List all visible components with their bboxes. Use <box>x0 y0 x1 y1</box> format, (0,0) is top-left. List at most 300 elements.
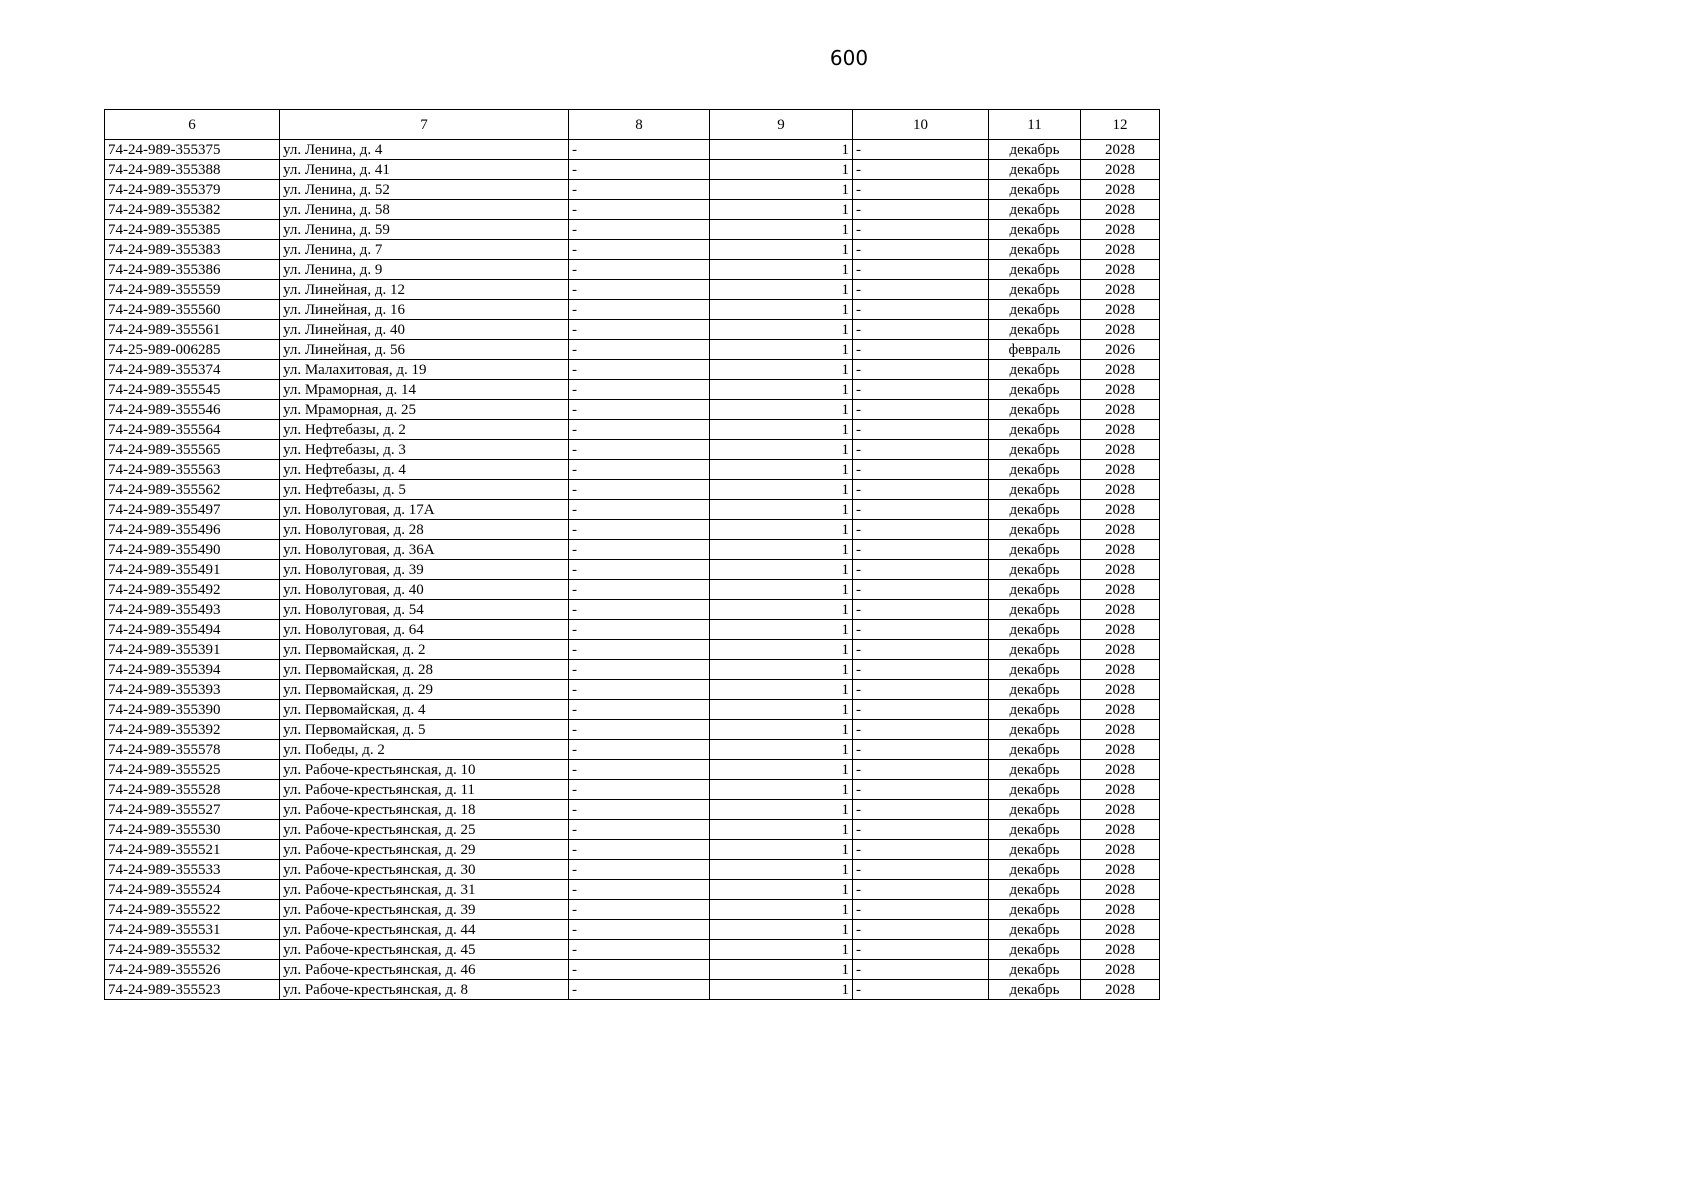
cadastral-number-cell: 74-24-989-355526 <box>105 960 280 980</box>
cadastral-number-cell: 74-24-989-355546 <box>105 400 280 420</box>
month-cell: декабрь <box>989 780 1081 800</box>
month-cell: декабрь <box>989 920 1081 940</box>
address-cell: ул. Первомайская, д. 2 <box>280 640 569 660</box>
table-row <box>105 440 1160 460</box>
month-cell: декабрь <box>989 180 1081 200</box>
quantity-cell: 1 <box>710 720 853 740</box>
cadastral-number-cell: 74-24-989-355390 <box>105 700 280 720</box>
cadastral-number-cell: 74-24-989-355565 <box>105 440 280 460</box>
month-cell: декабрь <box>989 140 1081 160</box>
quantity-cell: 1 <box>710 280 853 300</box>
quantity-cell: 1 <box>710 480 853 500</box>
column-10-cell: - <box>853 680 989 700</box>
year-cell: 2028 <box>1081 500 1160 520</box>
quantity-cell: 1 <box>710 140 853 160</box>
quantity-cell: 1 <box>710 380 853 400</box>
column-8-cell: - <box>569 700 710 720</box>
year-cell: 2028 <box>1081 980 1160 1000</box>
year-cell: 2028 <box>1081 660 1160 680</box>
column-header: 11 <box>989 110 1081 140</box>
table-row <box>105 260 1160 280</box>
address-cell: ул. Рабоче-крестьянская, д. 10 <box>280 760 569 780</box>
column-10-cell: - <box>853 380 989 400</box>
column-8-cell: - <box>569 340 710 360</box>
column-8-cell: - <box>569 480 710 500</box>
column-8-cell: - <box>569 820 710 840</box>
quantity-cell: 1 <box>710 660 853 680</box>
cadastral-number-cell: 74-24-989-355394 <box>105 660 280 680</box>
year-cell: 2028 <box>1081 260 1160 280</box>
address-cell: ул. Новолуговая, д. 36А <box>280 540 569 560</box>
year-cell: 2028 <box>1081 440 1160 460</box>
table-row <box>105 320 1160 340</box>
month-cell: декабрь <box>989 640 1081 660</box>
column-header: 9 <box>710 110 853 140</box>
column-8-cell: - <box>569 860 710 880</box>
month-cell: декабрь <box>989 520 1081 540</box>
cadastral-number-cell: 74-25-989-006285 <box>105 340 280 360</box>
month-cell: декабрь <box>989 500 1081 520</box>
column-10-cell: - <box>853 240 989 260</box>
year-cell: 2028 <box>1081 720 1160 740</box>
column-header: 8 <box>569 110 710 140</box>
table-row <box>105 420 1160 440</box>
year-cell: 2028 <box>1081 920 1160 940</box>
column-10-cell: - <box>853 520 989 540</box>
month-cell: декабрь <box>989 460 1081 480</box>
cadastral-number-cell: 74-24-989-355524 <box>105 880 280 900</box>
quantity-cell: 1 <box>710 640 853 660</box>
column-10-cell: - <box>853 200 989 220</box>
column-header: 6 <box>105 110 280 140</box>
column-10-cell: - <box>853 720 989 740</box>
column-8-cell: - <box>569 200 710 220</box>
table-row <box>105 740 1160 760</box>
table-row <box>105 240 1160 260</box>
address-cell: ул. Ленина, д. 4 <box>280 140 569 160</box>
table-row <box>105 980 1160 1000</box>
quantity-cell: 1 <box>710 440 853 460</box>
column-10-cell: - <box>853 340 989 360</box>
month-cell: декабрь <box>989 820 1081 840</box>
column-8-cell: - <box>569 780 710 800</box>
quantity-cell: 1 <box>710 300 853 320</box>
month-cell: декабрь <box>989 840 1081 860</box>
year-cell: 2028 <box>1081 300 1160 320</box>
address-cell: ул. Линейная, д. 40 <box>280 320 569 340</box>
column-8-cell: - <box>569 360 710 380</box>
column-10-cell: - <box>853 800 989 820</box>
table-row <box>105 300 1160 320</box>
column-8-cell: - <box>569 300 710 320</box>
address-cell: ул. Ленина, д. 58 <box>280 200 569 220</box>
month-cell: декабрь <box>989 360 1081 380</box>
column-8-cell: - <box>569 680 710 700</box>
year-cell: 2028 <box>1081 520 1160 540</box>
address-cell: ул. Победы, д. 2 <box>280 740 569 760</box>
column-10-cell: - <box>853 280 989 300</box>
cadastral-number-cell: 74-24-989-355559 <box>105 280 280 300</box>
address-cell: ул. Мраморная, д. 25 <box>280 400 569 420</box>
cadastral-number-cell: 74-24-989-355578 <box>105 740 280 760</box>
quantity-cell: 1 <box>710 360 853 380</box>
column-8-cell: - <box>569 840 710 860</box>
cadastral-number-cell: 74-24-989-355531 <box>105 920 280 940</box>
column-header: 10 <box>853 110 989 140</box>
column-8-cell: - <box>569 660 710 680</box>
column-10-cell: - <box>853 440 989 460</box>
table-row <box>105 400 1160 420</box>
cadastral-number-cell: 74-24-989-355393 <box>105 680 280 700</box>
address-cell: ул. Первомайская, д. 28 <box>280 660 569 680</box>
month-cell: декабрь <box>989 380 1081 400</box>
column-10-cell: - <box>853 360 989 380</box>
table-row <box>105 220 1160 240</box>
quantity-cell: 1 <box>710 820 853 840</box>
address-cell: ул. Ленина, д. 52 <box>280 180 569 200</box>
quantity-cell: 1 <box>710 700 853 720</box>
quantity-cell: 1 <box>710 860 853 880</box>
table-row <box>105 860 1160 880</box>
month-cell: декабрь <box>989 580 1081 600</box>
month-cell: декабрь <box>989 280 1081 300</box>
month-cell: декабрь <box>989 420 1081 440</box>
cadastral-number-cell: 74-24-989-355496 <box>105 520 280 540</box>
month-cell: декабрь <box>989 220 1081 240</box>
column-10-cell: - <box>853 780 989 800</box>
quantity-cell: 1 <box>710 200 853 220</box>
quantity-cell: 1 <box>710 920 853 940</box>
column-10-cell: - <box>853 980 989 1000</box>
column-8-cell: - <box>569 920 710 940</box>
year-cell: 2028 <box>1081 460 1160 480</box>
year-cell: 2028 <box>1081 360 1160 380</box>
column-10-cell: - <box>853 480 989 500</box>
column-8-cell: - <box>569 600 710 620</box>
month-cell: декабрь <box>989 260 1081 280</box>
address-cell: ул. Рабоче-крестьянская, д. 44 <box>280 920 569 940</box>
quantity-cell: 1 <box>710 560 853 580</box>
table-row <box>105 540 1160 560</box>
table-row <box>105 920 1160 940</box>
address-cell: ул. Рабоче-крестьянская, д. 39 <box>280 900 569 920</box>
cadastral-number-cell: 74-24-989-355493 <box>105 600 280 620</box>
column-8-cell: - <box>569 740 710 760</box>
year-cell: 2028 <box>1081 760 1160 780</box>
column-10-cell: - <box>853 620 989 640</box>
address-cell: ул. Рабоче-крестьянская, д. 46 <box>280 960 569 980</box>
cadastral-number-cell: 74-24-989-355522 <box>105 900 280 920</box>
table-row <box>105 580 1160 600</box>
column-10-cell: - <box>853 700 989 720</box>
year-cell: 2028 <box>1081 540 1160 560</box>
address-cell: ул. Рабоче-крестьянская, д. 25 <box>280 820 569 840</box>
address-cell: ул. Линейная, д. 16 <box>280 300 569 320</box>
year-cell: 2028 <box>1081 400 1160 420</box>
cadastral-number-cell: 74-24-989-355382 <box>105 200 280 220</box>
quantity-cell: 1 <box>710 500 853 520</box>
month-cell: декабрь <box>989 720 1081 740</box>
year-cell: 2028 <box>1081 880 1160 900</box>
registry-table <box>104 109 1160 1000</box>
column-8-cell: - <box>569 220 710 240</box>
address-cell: ул. Новолуговая, д. 40 <box>280 580 569 600</box>
address-cell: ул. Нефтебазы, д. 4 <box>280 460 569 480</box>
year-cell: 2028 <box>1081 820 1160 840</box>
year-cell: 2028 <box>1081 780 1160 800</box>
column-8-cell: - <box>569 500 710 520</box>
header-row <box>105 110 1160 140</box>
column-10-cell: - <box>853 300 989 320</box>
cadastral-number-cell: 74-24-989-355375 <box>105 140 280 160</box>
column-10-cell: - <box>853 400 989 420</box>
table-row <box>105 360 1160 380</box>
year-cell: 2028 <box>1081 700 1160 720</box>
table-row <box>105 280 1160 300</box>
address-cell: ул. Нефтебазы, д. 5 <box>280 480 569 500</box>
cadastral-number-cell: 74-24-989-355528 <box>105 780 280 800</box>
address-cell: ул. Рабоче-крестьянская, д. 45 <box>280 940 569 960</box>
quantity-cell: 1 <box>710 460 853 480</box>
year-cell: 2028 <box>1081 220 1160 240</box>
column-10-cell: - <box>853 460 989 480</box>
month-cell: декабрь <box>989 560 1081 580</box>
year-cell: 2028 <box>1081 240 1160 260</box>
column-8-cell: - <box>569 760 710 780</box>
quantity-cell: 1 <box>710 620 853 640</box>
column-10-cell: - <box>853 940 989 960</box>
table-row <box>105 660 1160 680</box>
column-10-cell: - <box>853 640 989 660</box>
column-10-cell: - <box>853 500 989 520</box>
column-8-cell: - <box>569 560 710 580</box>
month-cell: декабрь <box>989 600 1081 620</box>
cadastral-number-cell: 74-24-989-355491 <box>105 560 280 580</box>
table-row <box>105 180 1160 200</box>
quantity-cell: 1 <box>710 240 853 260</box>
month-cell: декабрь <box>989 680 1081 700</box>
column-8-cell: - <box>569 880 710 900</box>
year-cell: 2028 <box>1081 840 1160 860</box>
column-10-cell: - <box>853 220 989 240</box>
year-cell: 2028 <box>1081 740 1160 760</box>
cadastral-number-cell: 74-24-989-355527 <box>105 800 280 820</box>
page-number: 600 <box>829 46 869 70</box>
year-cell: 2026 <box>1081 340 1160 360</box>
year-cell: 2028 <box>1081 640 1160 660</box>
column-8-cell: - <box>569 160 710 180</box>
year-cell: 2028 <box>1081 180 1160 200</box>
address-cell: ул. Рабоче-крестьянская, д. 11 <box>280 780 569 800</box>
cadastral-number-cell: 74-24-989-355383 <box>105 240 280 260</box>
cadastral-number-cell: 74-24-989-355562 <box>105 480 280 500</box>
column-10-cell: - <box>853 880 989 900</box>
column-8-cell: - <box>569 460 710 480</box>
column-8-cell: - <box>569 960 710 980</box>
address-cell: ул. Новолуговая, д. 64 <box>280 620 569 640</box>
year-cell: 2028 <box>1081 800 1160 820</box>
address-cell: ул. Малахитовая, д. 19 <box>280 360 569 380</box>
column-10-cell: - <box>853 740 989 760</box>
month-cell: декабрь <box>989 480 1081 500</box>
column-8-cell: - <box>569 900 710 920</box>
column-10-cell: - <box>853 560 989 580</box>
address-cell: ул. Ленина, д. 59 <box>280 220 569 240</box>
month-cell: декабрь <box>989 440 1081 460</box>
address-cell: ул. Рабоче-крестьянская, д. 29 <box>280 840 569 860</box>
year-cell: 2028 <box>1081 140 1160 160</box>
column-10-cell: - <box>853 920 989 940</box>
column-8-cell: - <box>569 940 710 960</box>
year-cell: 2028 <box>1081 160 1160 180</box>
cadastral-number-cell: 74-24-989-355545 <box>105 380 280 400</box>
year-cell: 2028 <box>1081 940 1160 960</box>
table-row <box>105 140 1160 160</box>
quantity-cell: 1 <box>710 520 853 540</box>
column-8-cell: - <box>569 380 710 400</box>
cadastral-number-cell: 74-24-989-355497 <box>105 500 280 520</box>
cadastral-number-cell: 74-24-989-355374 <box>105 360 280 380</box>
column-8-cell: - <box>569 720 710 740</box>
address-cell: ул. Новолуговая, д. 54 <box>280 600 569 620</box>
column-10-cell: - <box>853 600 989 620</box>
table-row <box>105 480 1160 500</box>
address-cell: ул. Ленина, д. 9 <box>280 260 569 280</box>
quantity-cell: 1 <box>710 840 853 860</box>
cadastral-number-cell: 74-24-989-355490 <box>105 540 280 560</box>
month-cell: декабрь <box>989 800 1081 820</box>
quantity-cell: 1 <box>710 580 853 600</box>
column-8-cell: - <box>569 180 710 200</box>
column-10-cell: - <box>853 580 989 600</box>
table-row <box>105 460 1160 480</box>
month-cell: декабрь <box>989 620 1081 640</box>
month-cell: декабрь <box>989 940 1081 960</box>
cadastral-number-cell: 74-24-989-355492 <box>105 580 280 600</box>
column-8-cell: - <box>569 240 710 260</box>
column-8-cell: - <box>569 140 710 160</box>
column-8-cell: - <box>569 620 710 640</box>
quantity-cell: 1 <box>710 960 853 980</box>
column-8-cell: - <box>569 980 710 1000</box>
quantity-cell: 1 <box>710 340 853 360</box>
table-row <box>105 760 1160 780</box>
table-row <box>105 560 1160 580</box>
quantity-cell: 1 <box>710 680 853 700</box>
cadastral-number-cell: 74-24-989-355532 <box>105 940 280 960</box>
column-10-cell: - <box>853 320 989 340</box>
cadastral-number-cell: 74-24-989-355563 <box>105 460 280 480</box>
column-8-cell: - <box>569 260 710 280</box>
table-row <box>105 160 1160 180</box>
year-cell: 2028 <box>1081 280 1160 300</box>
address-cell: ул. Новолуговая, д. 17А <box>280 500 569 520</box>
month-cell: декабрь <box>989 660 1081 680</box>
table-row <box>105 720 1160 740</box>
column-8-cell: - <box>569 640 710 660</box>
table-row <box>105 380 1160 400</box>
column-8-cell: - <box>569 540 710 560</box>
year-cell: 2028 <box>1081 480 1160 500</box>
address-cell: ул. Новолуговая, д. 39 <box>280 560 569 580</box>
quantity-cell: 1 <box>710 180 853 200</box>
cadastral-number-cell: 74-24-989-355533 <box>105 860 280 880</box>
table-row <box>105 520 1160 540</box>
column-10-cell: - <box>853 180 989 200</box>
column-10-cell: - <box>853 960 989 980</box>
address-cell: ул. Рабоче-крестьянская, д. 31 <box>280 880 569 900</box>
month-cell: декабрь <box>989 240 1081 260</box>
year-cell: 2028 <box>1081 580 1160 600</box>
column-8-cell: - <box>569 420 710 440</box>
year-cell: 2028 <box>1081 560 1160 580</box>
address-cell: ул. Новолуговая, д. 28 <box>280 520 569 540</box>
year-cell: 2028 <box>1081 320 1160 340</box>
column-10-cell: - <box>853 540 989 560</box>
address-cell: ул. Первомайская, д. 29 <box>280 680 569 700</box>
month-cell: декабрь <box>989 200 1081 220</box>
column-10-cell: - <box>853 260 989 280</box>
column-header: 7 <box>280 110 569 140</box>
quantity-cell: 1 <box>710 160 853 180</box>
month-cell: декабрь <box>989 960 1081 980</box>
table-row <box>105 340 1160 360</box>
column-8-cell: - <box>569 580 710 600</box>
column-10-cell: - <box>853 860 989 880</box>
quantity-cell: 1 <box>710 320 853 340</box>
year-cell: 2028 <box>1081 380 1160 400</box>
year-cell: 2028 <box>1081 900 1160 920</box>
table-row <box>105 680 1160 700</box>
cadastral-number-cell: 74-24-989-355385 <box>105 220 280 240</box>
column-10-cell: - <box>853 660 989 680</box>
table-row <box>105 900 1160 920</box>
month-cell: декабрь <box>989 320 1081 340</box>
quantity-cell: 1 <box>710 540 853 560</box>
month-cell: декабрь <box>989 880 1081 900</box>
month-cell: февраль <box>989 340 1081 360</box>
month-cell: декабрь <box>989 540 1081 560</box>
cadastral-number-cell: 74-24-989-355379 <box>105 180 280 200</box>
column-10-cell: - <box>853 160 989 180</box>
column-8-cell: - <box>569 440 710 460</box>
column-8-cell: - <box>569 520 710 540</box>
table-row <box>105 500 1160 520</box>
address-cell: ул. Первомайская, д. 5 <box>280 720 569 740</box>
column-header: 12 <box>1081 110 1160 140</box>
quantity-cell: 1 <box>710 780 853 800</box>
cadastral-number-cell: 74-24-989-355392 <box>105 720 280 740</box>
month-cell: декабрь <box>989 860 1081 880</box>
quantity-cell: 1 <box>710 800 853 820</box>
cadastral-number-cell: 74-24-989-355523 <box>105 980 280 1000</box>
year-cell: 2028 <box>1081 200 1160 220</box>
column-10-cell: - <box>853 420 989 440</box>
cadastral-number-cell: 74-24-989-355386 <box>105 260 280 280</box>
month-cell: декабрь <box>989 900 1081 920</box>
column-10-cell: - <box>853 140 989 160</box>
cadastral-number-cell: 74-24-989-355525 <box>105 760 280 780</box>
year-cell: 2028 <box>1081 860 1160 880</box>
quantity-cell: 1 <box>710 980 853 1000</box>
month-cell: декабрь <box>989 300 1081 320</box>
column-8-cell: - <box>569 320 710 340</box>
table-row <box>105 960 1160 980</box>
column-8-cell: - <box>569 800 710 820</box>
column-8-cell: - <box>569 280 710 300</box>
table-row <box>105 700 1160 720</box>
address-cell: ул. Ленина, д. 41 <box>280 160 569 180</box>
